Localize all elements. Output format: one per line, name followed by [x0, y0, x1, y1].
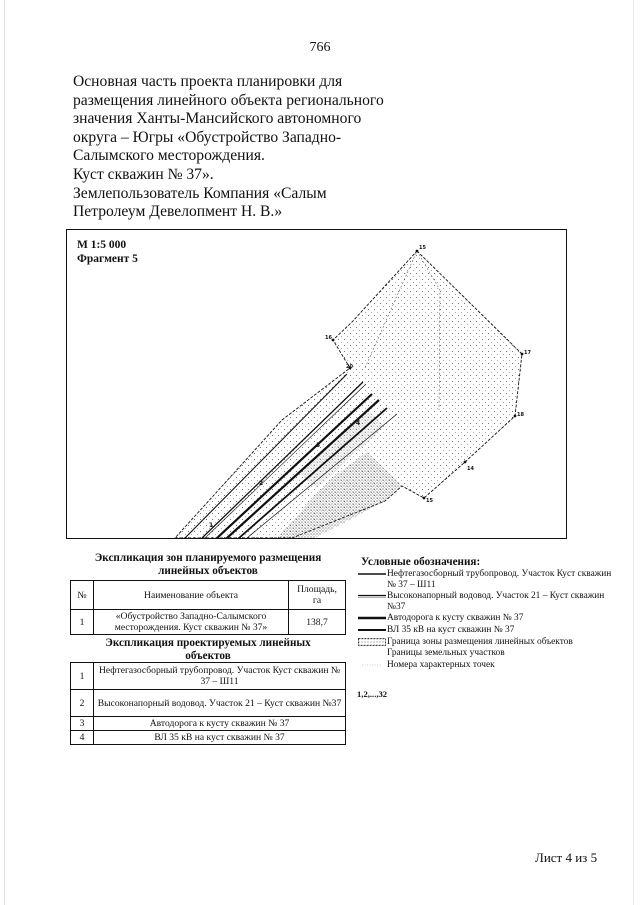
header-num: № — [71, 581, 94, 610]
legend-item — [356, 613, 616, 624]
road-symbol — [358, 616, 386, 620]
segment-label: 4 — [356, 420, 361, 427]
legend-label: Высоконапорный водовод. Участок 21 – Куст скважин №37 — [387, 591, 605, 612]
map-drawing — [67, 230, 566, 538]
zones-table — [70, 580, 346, 635]
title-line: размещения линейного объекта регионального — [73, 91, 384, 109]
title-line: Землепользователь Компания «Салым — [73, 184, 327, 202]
power-line-symbol — [358, 628, 386, 632]
points-symbol — [358, 663, 386, 667]
cell-num: 2 — [71, 690, 94, 717]
legend-item — [356, 569, 616, 590]
legend-label: Границы земельных участков — [387, 648, 505, 659]
segment-label: 2 — [259, 480, 264, 487]
sheet-number: Лист 4 из 5 — [535, 850, 598, 865]
cell-num: 3 — [71, 717, 94, 731]
legend-item — [356, 625, 616, 636]
table-row — [71, 610, 346, 635]
legend-item — [356, 591, 616, 612]
title-line: Куст скважин № 37». — [73, 165, 214, 183]
point-label: 20 — [346, 364, 353, 370]
legend-item — [356, 637, 616, 648]
page-number: 766 — [309, 40, 331, 55]
point-marker — [332, 339, 335, 342]
cell-num: 1 — [71, 610, 94, 635]
cell-num: 1 — [71, 663, 94, 690]
point-label: 15 — [426, 498, 433, 504]
point-marker — [514, 415, 517, 418]
objects-table-title — [70, 637, 346, 663]
page-edge-right — [633, 0, 634, 905]
table-row — [71, 663, 346, 690]
legend-item — [356, 648, 616, 659]
point-label: 14 — [467, 466, 474, 472]
point-numbers-example: 1,2,...,32 — [357, 689, 388, 699]
table-row — [71, 717, 346, 731]
zones-table-title-line: линейных объектов — [158, 565, 258, 577]
cell-name: Высоконапорный водовод. Участок 21 – Куст скважин №37 — [94, 690, 346, 717]
legend-title: Условные обозначения: — [361, 556, 481, 568]
point-marker — [464, 461, 467, 464]
title-line: Салымского месторождения. — [73, 147, 265, 165]
legend-label: Номера характерных точек — [387, 659, 495, 670]
map-fragment-name: Фрагмент 5 — [77, 253, 138, 265]
point-marker — [423, 497, 426, 500]
cell-name: Нефтегазосборный трубопровод. Участок Куст скважин № 37 – Ш11 — [94, 663, 346, 690]
objects-table-title-line: объектов — [185, 650, 231, 662]
point-marker — [416, 250, 419, 253]
point-label: 18 — [517, 412, 524, 418]
table-row — [71, 690, 346, 717]
water-pipeline-symbol — [358, 594, 386, 598]
point-marker — [521, 353, 524, 356]
legend-label: Автодорога к кусту скважин № 37 — [387, 613, 524, 624]
point-label: 16 — [325, 335, 332, 341]
map-fragment-frame — [66, 229, 567, 539]
page-edge-left — [4, 0, 5, 905]
cell-name: ВЛ 35 кВ на куст скважин № 37 — [94, 731, 346, 745]
point-label: 15 — [419, 245, 426, 251]
cell-name: Автодорога к кусту скважин № 37 — [94, 717, 346, 731]
document-title — [73, 73, 403, 222]
segment-label: 1 — [209, 522, 214, 529]
zone-boundary-symbol — [358, 638, 386, 646]
title-line: значения Ханты-Мансийского автономного — [73, 110, 362, 128]
land-plot-border-symbol — [358, 651, 386, 655]
legend-label: ВЛ 35 кВ на куст скважин № 37 — [387, 624, 515, 635]
title-line: округа – Югры «Обустройство Западно- — [73, 128, 342, 146]
legend-label: Нефтегазосборный трубопровод. Участок Куст скважин № 37 – Ш11 — [387, 569, 612, 590]
cell-name: «Обустройство Западно-Салымского месторождения. Куст скважин № 37» — [94, 610, 289, 635]
oil-pipeline-symbol — [358, 572, 386, 576]
legend-item — [356, 660, 616, 671]
zones-table-title-line: Экспликация зон планируемого размещения — [94, 552, 322, 564]
table-row — [71, 731, 346, 745]
zones-table-title — [70, 552, 346, 578]
objects-table-title-line: Экспликация проектируемых линейных — [105, 637, 311, 649]
title-line: Основная часть проекта планировки для — [73, 73, 343, 90]
legend — [356, 569, 616, 671]
map-scale: М 1:5 000 — [77, 239, 127, 251]
cell-num: 4 — [71, 731, 94, 745]
title-line: Петролеум Девелопмент Н. В.» — [73, 203, 283, 221]
header-name: Наименование объекта — [94, 581, 289, 610]
legend-label: Граница зоны размещения линейных объектов — [387, 636, 573, 647]
objects-table — [70, 662, 346, 745]
table-header-row — [71, 581, 346, 610]
cell-area: 138,7 — [289, 610, 346, 635]
segment-label: 3 — [316, 442, 321, 449]
point-label: 17 — [524, 350, 531, 356]
header-area: Площадь, га — [289, 581, 346, 610]
